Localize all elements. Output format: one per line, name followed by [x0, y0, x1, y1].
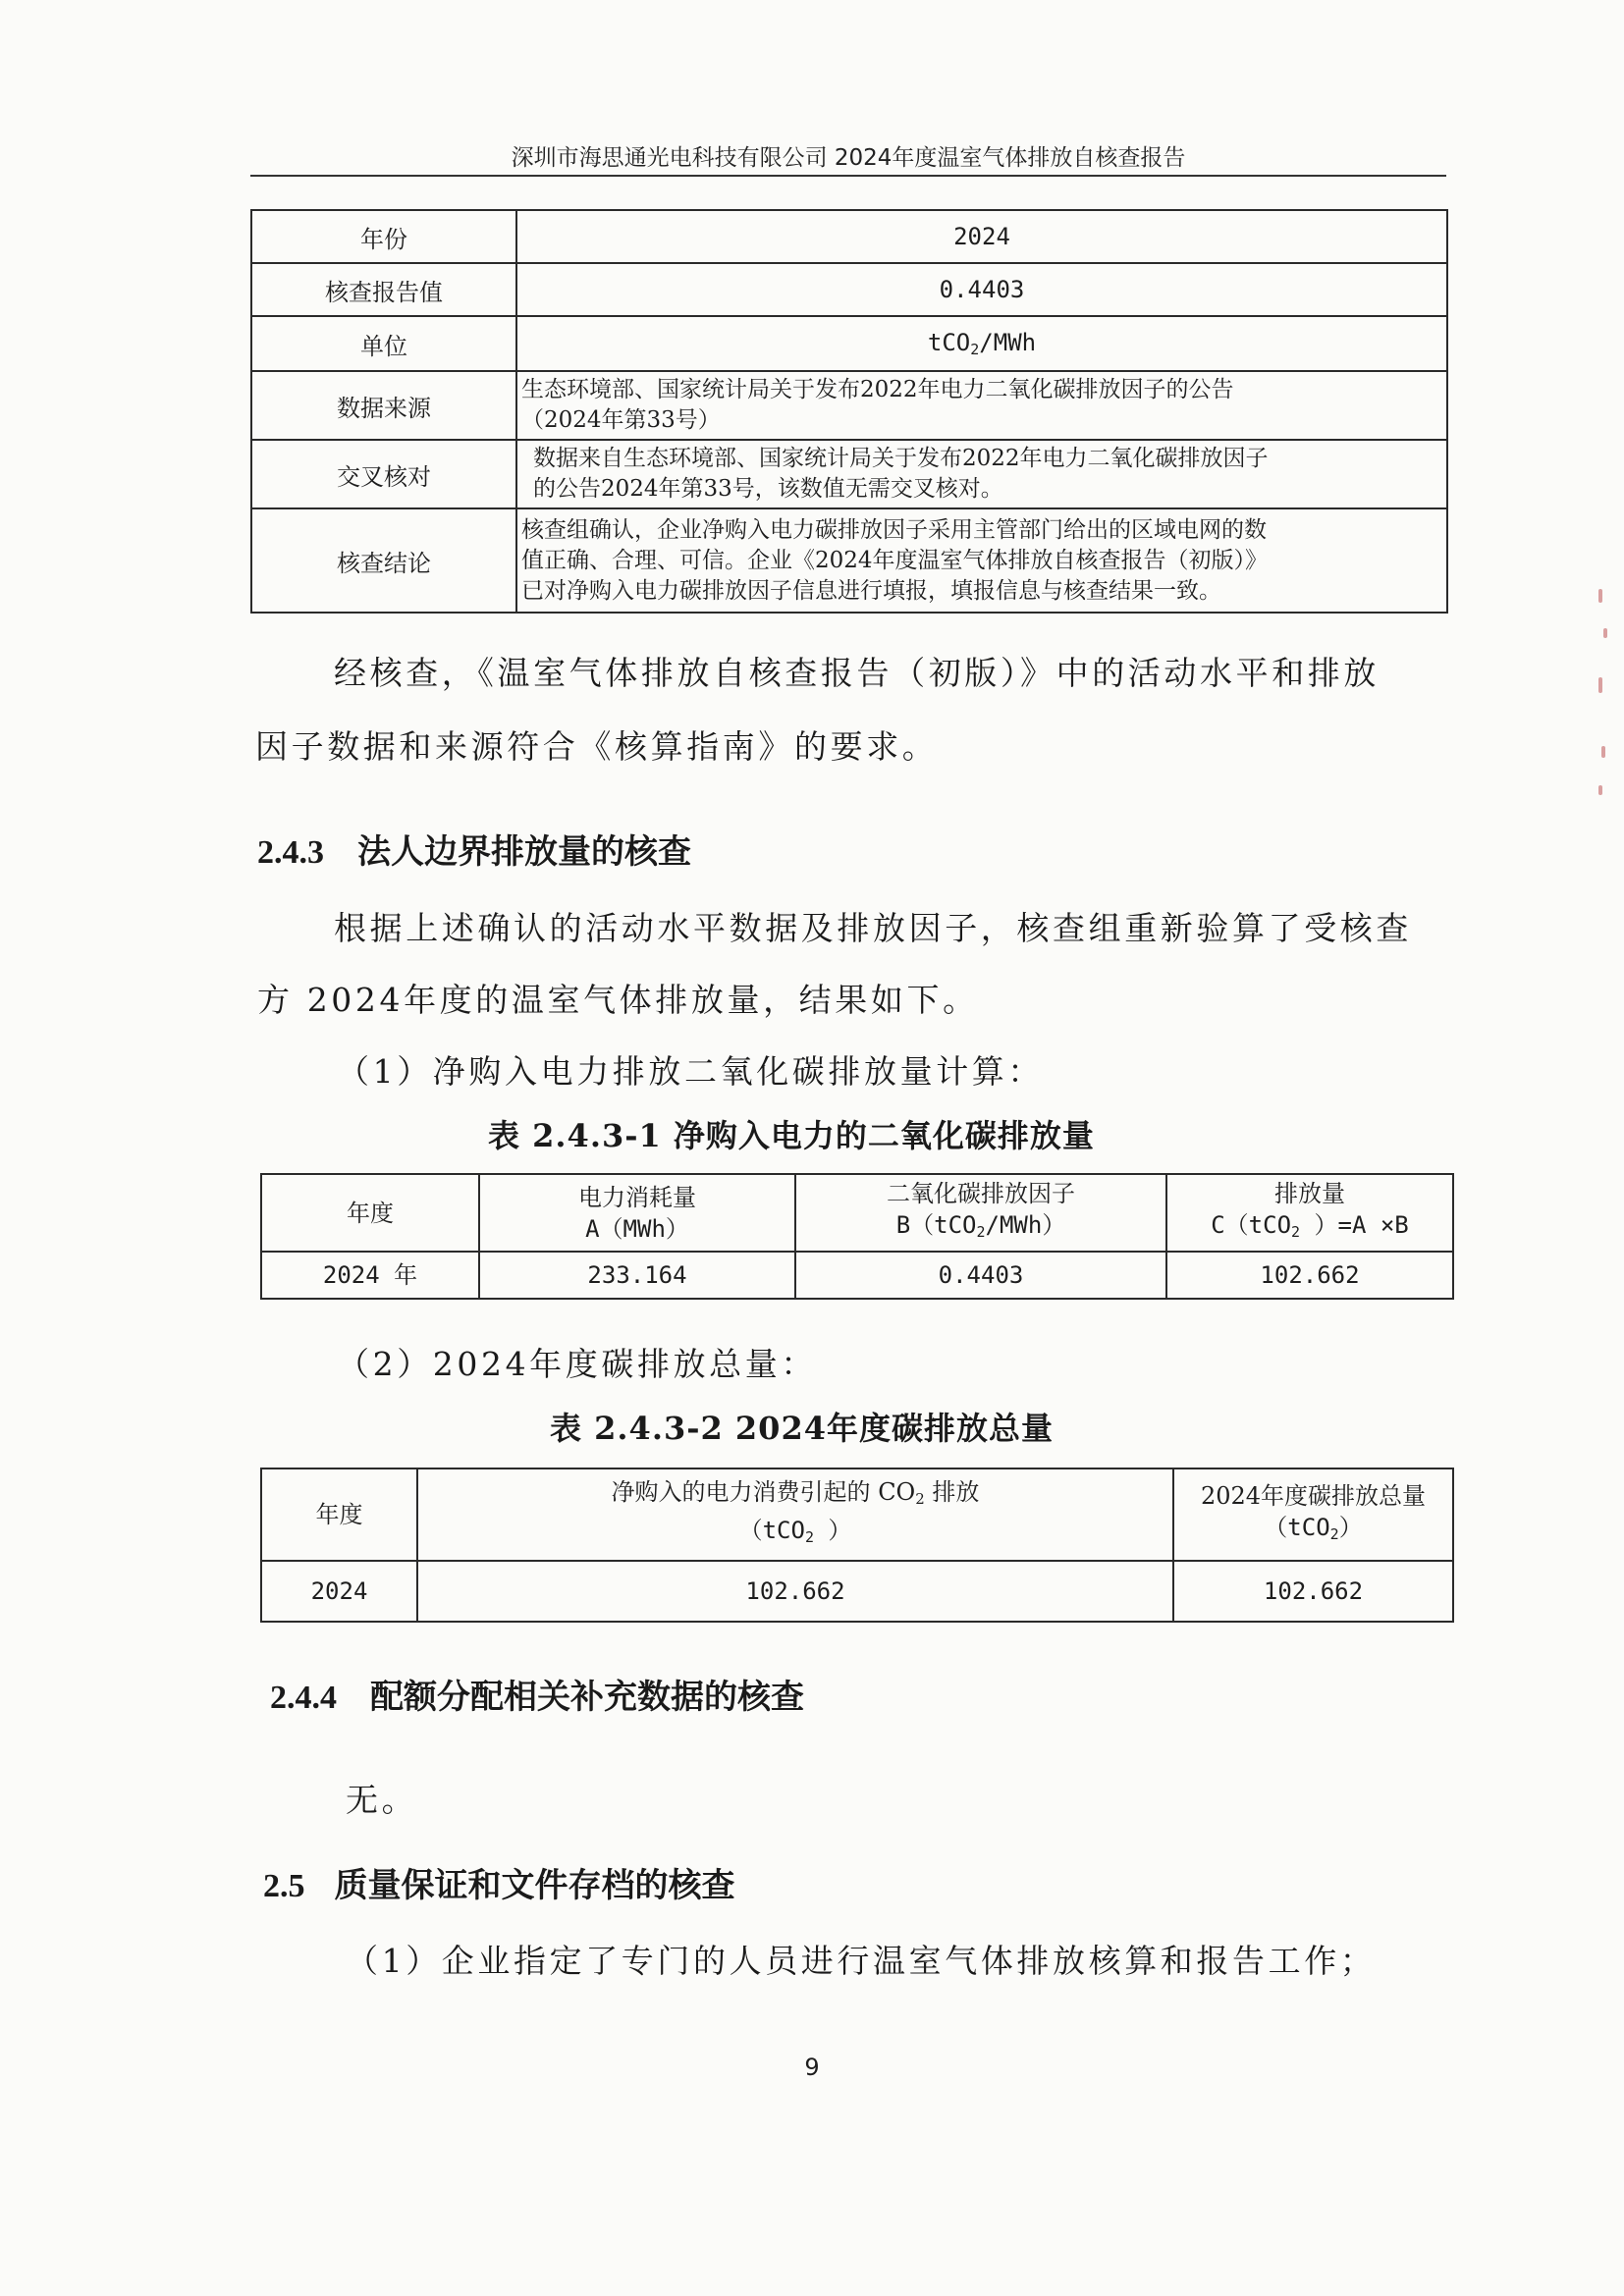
seal-edge-mark — [1601, 746, 1605, 758]
table-header-row — [261, 1174, 1453, 1252]
conclusion-line-2: 因子数据和来源符合《核算指南》的要求。 — [255, 727, 939, 766]
table-row — [251, 440, 1447, 508]
table-cell — [516, 371, 1447, 440]
unit-subscript: 2 — [976, 1223, 986, 1241]
unit-suffix: ） — [1338, 1513, 1363, 1541]
table-row — [251, 371, 1447, 440]
unit-prefix: （tCO — [1264, 1513, 1330, 1541]
table-row — [261, 1252, 1453, 1299]
section-25-heading — [263, 1858, 735, 1906]
report-header-title: 深圳市海思通光电科技有限公司 2024年度温室气体排放自核查报告 — [511, 145, 1186, 171]
emission-factor-table — [250, 209, 1448, 614]
cell-line: 数据来自生态环境部、国家统计局关于发布2022年电力二氧化碳排放因子 — [533, 446, 1269, 471]
header-cell — [1173, 1468, 1453, 1561]
table-cell — [516, 508, 1447, 613]
unit-suffix: ）=A ×B — [1300, 1211, 1409, 1239]
header-cell: 年度 — [261, 1468, 417, 1561]
section-243-para-line-1: 根据上述确认的活动水平数据及排放因子，核查组重新验算了受核查 — [334, 909, 1412, 947]
total-emission-table — [260, 1468, 1454, 1623]
cell-line: 已对净购入电力碳排放因子信息进行填报，填报信息与核查结果一致。 — [521, 577, 1221, 604]
table-row — [251, 508, 1447, 613]
section-243-heading — [257, 825, 691, 873]
conclusion-line-1: 经核查，《温室气体排放自核查报告（初版）》中的活动水平和排放 — [334, 654, 1380, 692]
section-244-heading — [270, 1670, 804, 1718]
cell-line: 核查组确认，企业净购入电力碳排放因子采用主管部门给出的区域电网的数 — [521, 516, 1267, 543]
table-cell: 2024 — [516, 210, 1447, 263]
header-cell — [479, 1174, 795, 1252]
unit-prefix: tCO — [927, 329, 971, 356]
page-number: 9 — [804, 2054, 820, 2081]
table-cell: 2024 年 — [261, 1252, 479, 1299]
table-cell — [516, 316, 1447, 371]
unit-subscript: 2 — [1291, 1223, 1301, 1241]
unit-suffix: /MWh — [979, 329, 1037, 356]
header-label: 二氧化碳排放因子 — [887, 1180, 1075, 1207]
seal-edge-mark — [1603, 628, 1607, 638]
table-header-row — [261, 1468, 1453, 1561]
section-243-para-line-2: 方 2024年度的温室气体排放量，结果如下。 — [257, 981, 979, 1019]
table-cell: 交叉核对 — [251, 440, 516, 508]
cell-line: 的公告2024年第33号，该数值无需交叉核对。 — [533, 476, 1003, 502]
header-label — [424, 1476, 1166, 1515]
cell-line: （2024年第33号） — [521, 407, 721, 433]
section-title: 质量保证和文件存档的核查 — [334, 1868, 735, 1904]
table-row — [251, 263, 1447, 316]
seal-edge-mark — [1598, 785, 1602, 795]
table-cell: 核查结论 — [251, 508, 516, 613]
unit-subscript: 2 — [1329, 1524, 1339, 1543]
table-row — [251, 316, 1447, 371]
section-number: 2.4.4 — [270, 1680, 337, 1716]
table-cell: 核查报告值 — [251, 263, 516, 316]
unit-suffix: /MWh） — [985, 1211, 1066, 1239]
table-cell: 102.662 — [417, 1561, 1173, 1622]
header-cell: 年度 — [261, 1174, 479, 1252]
table-row — [251, 210, 1447, 263]
section-title: 配额分配相关补充数据的核查 — [370, 1680, 804, 1716]
unit-prefix: C（tCO — [1211, 1211, 1292, 1239]
unit-prefix: （tCO — [738, 1517, 805, 1544]
table-cell: 102.662 — [1166, 1252, 1453, 1299]
table-caption-243-2: 表 2.4.3-2 2024年度碳排放总量 — [550, 1410, 1054, 1447]
section-title: 法人边界排放量的核查 — [357, 834, 691, 871]
section-number: 2.5 — [263, 1868, 305, 1904]
header-unit — [1180, 1512, 1446, 1550]
header-cell — [795, 1174, 1166, 1252]
table-caption-243-1: 表 2.4.3-1 净购入电力的二氧化碳排放量 — [488, 1117, 1095, 1154]
table-cell — [516, 440, 1447, 508]
seal-edge-mark — [1598, 677, 1602, 693]
section-244-body: 无。 — [346, 1781, 418, 1819]
header-unit — [802, 1209, 1160, 1248]
cell-line: 值正确、合理、可信。企业《2024年度温室气体排放自核查报告（初版）》 — [521, 547, 1269, 573]
section-number: 2.4.3 — [257, 834, 324, 871]
header-label: 电力消耗量 — [578, 1183, 696, 1211]
header-unit: A（MWh） — [585, 1214, 689, 1243]
unit-prefix: B（tCO — [895, 1211, 977, 1239]
unit-subscript: 2 — [970, 341, 980, 358]
cell-line: 生态环境部、国家统计局关于发布2022年电力二氧化碳排放因子的公告 — [521, 377, 1234, 402]
table-row — [261, 1561, 1453, 1622]
table-cell: 0.4403 — [516, 263, 1447, 316]
table-cell: 数据来源 — [251, 371, 516, 440]
header-label: 2024年度碳排放总量 — [1200, 1481, 1427, 1510]
header-unit — [424, 1515, 1166, 1553]
table-cell: 年份 — [251, 210, 516, 263]
label-subscript: 2 — [915, 1490, 925, 1508]
section-25-item-1: （1）企业指定了专门的人员进行温室气体排放核算和报告工作； — [346, 1942, 1377, 1980]
table-cell: 单位 — [251, 316, 516, 371]
header-unit — [1173, 1209, 1446, 1248]
purchased-electricity-emission-table — [260, 1173, 1454, 1300]
unit-suffix: ） — [813, 1517, 852, 1544]
table-cell: 2024 — [261, 1561, 417, 1622]
table-cell: 102.662 — [1173, 1561, 1453, 1622]
label-suffix: 排放 — [924, 1478, 980, 1506]
seal-edge-mark — [1598, 589, 1602, 603]
header-cell — [417, 1468, 1173, 1561]
unit-subscript: 2 — [804, 1528, 814, 1546]
section-243-item-2: （2）2024年度碳排放总量： — [337, 1345, 817, 1383]
header-divider — [250, 175, 1446, 177]
section-243-item-1: （1）净购入电力排放二氧化碳排放量计算： — [337, 1052, 1044, 1091]
header-label: 排放量 — [1274, 1180, 1345, 1207]
table-cell: 0.4403 — [795, 1252, 1166, 1299]
label-prefix: 净购入的电力消费引起的 CO — [611, 1478, 916, 1506]
header-cell — [1166, 1174, 1453, 1252]
table-cell: 233.164 — [479, 1252, 795, 1299]
